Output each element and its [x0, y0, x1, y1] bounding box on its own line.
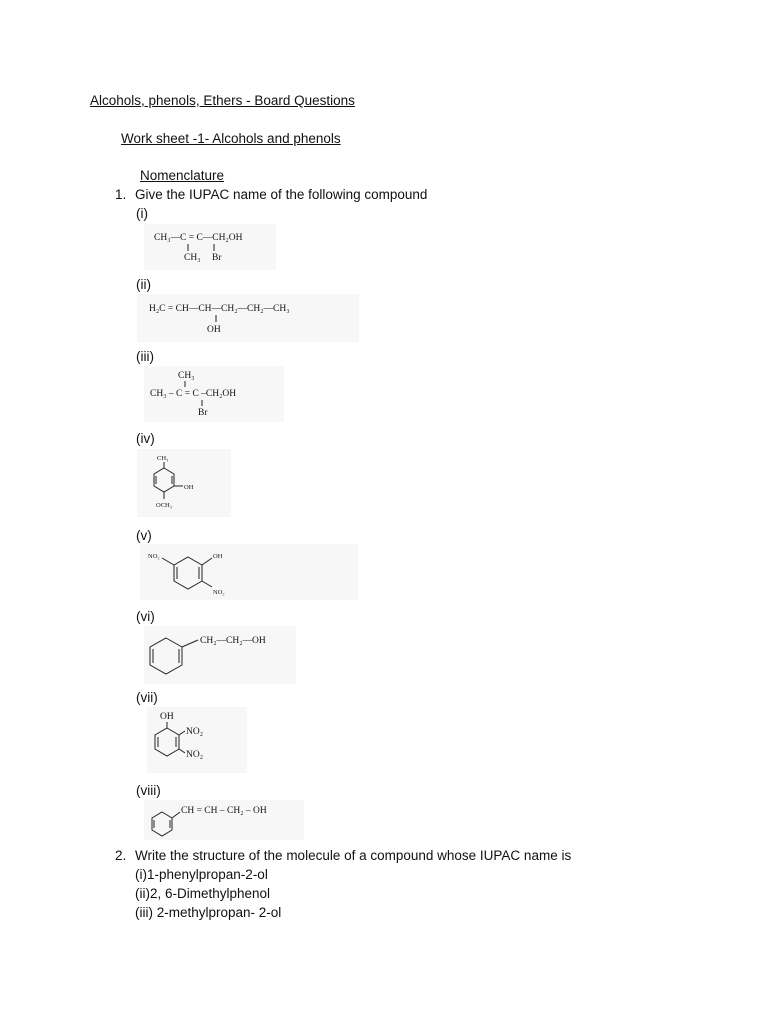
- q1-label-viii: (viii): [136, 783, 161, 798]
- q2-text: Write the structure of the molecule of a compound whose IUPAC name is: [135, 848, 572, 863]
- worksheet-title: Work sheet -1- Alcohols and phenols: [121, 131, 341, 146]
- struct-iii-top: CH₃: [178, 371, 195, 381]
- q1-label-iii: (iii): [136, 349, 154, 364]
- q1-label-i: (i): [136, 206, 148, 221]
- q2-item-ii: (ii)2, 6-Dimethylphenol: [135, 886, 271, 901]
- structure-i: [144, 224, 276, 270]
- page-title: Alcohols, phenols, Ethers - Board Questions: [90, 93, 355, 108]
- q1-label-ii: (ii): [136, 277, 151, 292]
- structure-iii: [144, 366, 284, 422]
- struct-vii-top: OH: [160, 712, 174, 722]
- section-heading: Nomenclature: [140, 168, 225, 183]
- struct-ii-main: H₂C = CH—CH—CH₂—CH₂—CH₃: [149, 304, 290, 314]
- structure-ii: [137, 294, 359, 342]
- struct-v-left: NO₂: [148, 553, 160, 560]
- q1-label-vii: (vii): [136, 690, 158, 705]
- q2-item-iii: (iii) 2-methylpropan- 2-ol: [135, 905, 282, 920]
- struct-iv-top: CH₃: [157, 455, 169, 462]
- q1-label-v: (v): [136, 528, 152, 543]
- q2-number: 2.: [115, 848, 127, 863]
- q1-number: 1.: [115, 187, 127, 202]
- q1-text: Give the IUPAC name of the following compound: [135, 187, 428, 202]
- struct-i-sub-left: CH₃: [184, 253, 201, 263]
- structure-iv: [137, 449, 231, 517]
- structure-v: [140, 544, 358, 600]
- struct-ii-sub: OH: [207, 325, 221, 335]
- struct-i-sub-right: Br: [212, 253, 222, 263]
- q2-item-i: (i)1-phenylpropan-2-ol: [135, 867, 268, 882]
- struct-vii-r1: NO₂: [186, 727, 204, 737]
- struct-vi-chain: CH₂—CH₂—OH: [200, 636, 266, 646]
- struct-vii-r2: NO₂: [186, 750, 204, 760]
- q1-label-vi: (vi): [136, 609, 155, 624]
- struct-iii-sub: Br: [198, 408, 208, 418]
- structure-vii: [147, 707, 247, 773]
- struct-viii-chain: CH = CH – CH₂ – OH: [181, 806, 267, 816]
- struct-v-bottom: NO₂: [213, 589, 225, 596]
- struct-iv-bottom: OCH₃: [156, 502, 172, 509]
- struct-i-main: CH₃—C = C—CH₂OH: [154, 233, 243, 243]
- struct-iii-main: CH₃ – C = C –CH₂OH: [150, 389, 237, 399]
- struct-iv-right: OH: [184, 484, 194, 491]
- q1-label-iv: (iv): [136, 431, 155, 446]
- struct-v-right: OH: [213, 553, 223, 560]
- structure-viii: [144, 800, 304, 840]
- structure-vi: [144, 626, 296, 684]
